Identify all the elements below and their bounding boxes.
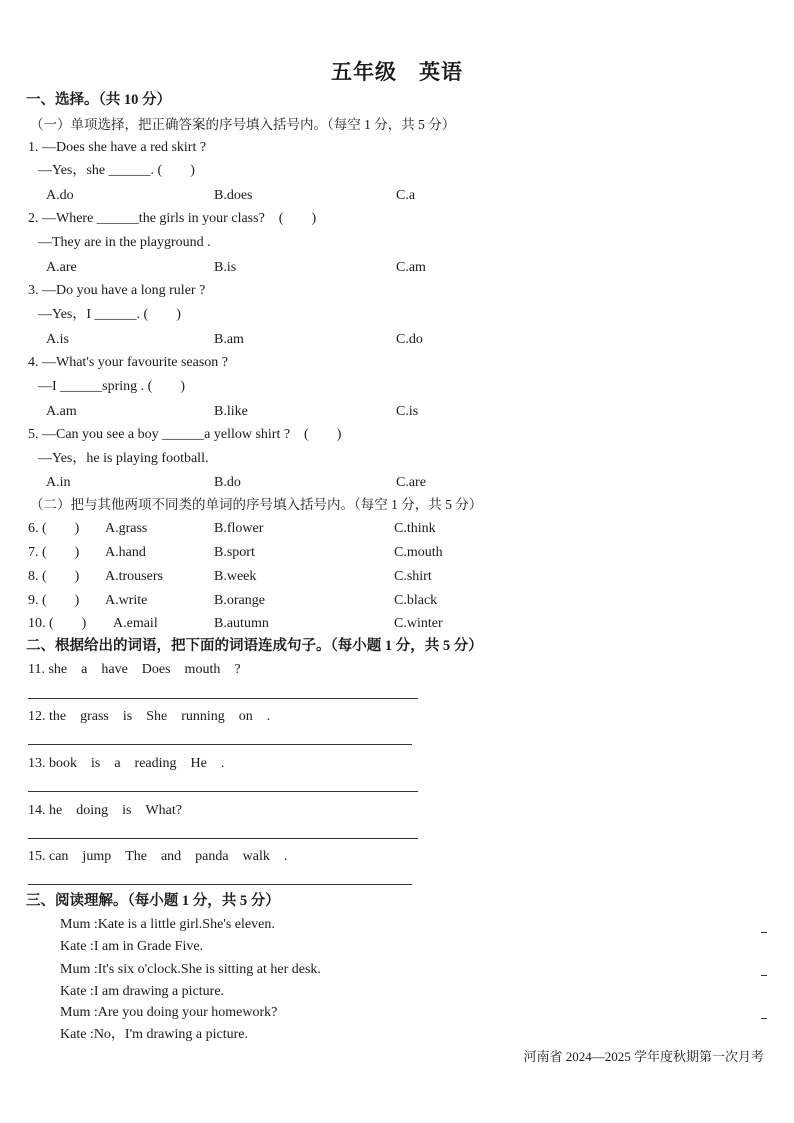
answer-line-3: —Yes，I ______. ( ) xyxy=(38,307,181,322)
question-2: 2. —Where ______the girls in your class? ( ) xyxy=(28,211,317,226)
question-1: 1. —Does she have a red skirt ? xyxy=(28,140,207,155)
odd-item-number: 6. ( ) xyxy=(28,521,80,536)
answer-blank-line xyxy=(28,791,418,792)
sentence-item: 14. he doing is What? xyxy=(28,803,182,818)
odd-option-b: B.week xyxy=(214,569,257,584)
odd-item-number: 10. ( ) xyxy=(28,616,87,631)
dialogue-line: Kate :I am drawing a picture. xyxy=(60,984,225,999)
exam-title: 五年级 英语 xyxy=(331,60,463,84)
sentence-item: 11. she a have Does mouth ? xyxy=(28,662,241,677)
dialogue-line: Mum :Kate is a little girl.She's eleven. xyxy=(60,917,275,932)
section3-heading: 三、阅读理解。（每小题 1 分，共 5 分） xyxy=(26,893,280,909)
odd-option-b: B.flower xyxy=(214,521,264,536)
part2-instruction: （二）把与其他两项不同类的单词的序号填入括号内。（每空 1 分，共 5 分） xyxy=(30,497,483,512)
odd-option-a: A.email xyxy=(113,616,158,631)
margin-dash-mark xyxy=(761,1018,767,1019)
odd-option-a: A.write xyxy=(105,593,148,608)
answer-line-4: —I ______spring . ( ) xyxy=(38,379,185,394)
answer-blank-line xyxy=(28,744,412,745)
odd-option-c: C.shirt xyxy=(394,569,432,584)
option-c: C.is xyxy=(396,404,419,419)
option-b: B.do xyxy=(214,475,241,490)
odd-option-a: A.grass xyxy=(105,521,148,536)
odd-option-b: B.sport xyxy=(214,545,255,560)
odd-option-b: B.orange xyxy=(214,593,265,608)
option-a: A.is xyxy=(46,332,69,347)
odd-option-b: B.autumn xyxy=(214,616,269,631)
odd-item-number: 8. ( ) xyxy=(28,569,80,584)
option-a: A.are xyxy=(46,260,77,275)
odd-option-c: C.black xyxy=(394,593,438,608)
odd-option-c: C.think xyxy=(394,521,436,536)
odd-item-number: 7. ( ) xyxy=(28,545,80,560)
option-c: C.am xyxy=(396,260,426,275)
answer-blank-line xyxy=(28,884,412,885)
sentence-item: 15. can jump The and panda walk . xyxy=(28,849,288,864)
answer-line-5: —Yes，he is playing football. xyxy=(38,451,209,466)
sentence-item: 12. the grass is She running on . xyxy=(28,709,271,724)
dialogue-line: Kate :I am in Grade Five. xyxy=(60,939,204,954)
odd-option-c: C.mouth xyxy=(394,545,443,560)
answer-line-1: —Yes，she ______. ( ) xyxy=(38,163,195,178)
option-a: A.am xyxy=(46,404,77,419)
question-4: 4. —What's your favourite season ? xyxy=(28,355,229,370)
exam-footer: 河南省 2024—2025 学年度秋期第一次月考 xyxy=(523,1049,764,1064)
question-5: 5. —Can you see a boy ______a yellow shirt ? ( ) xyxy=(28,427,342,442)
section1-heading: 一、选择。（共 10 分） xyxy=(26,92,171,108)
option-b: B.am xyxy=(214,332,244,347)
option-b: B.like xyxy=(214,404,248,419)
margin-dash-mark xyxy=(761,975,767,976)
option-c: C.do xyxy=(396,332,423,347)
part1-instruction: （一）单项选择，把正确答案的序号填入括号内。（每空 1 分，共 5 分） xyxy=(30,117,456,132)
odd-item-number: 9. ( ) xyxy=(28,593,80,608)
margin-dash-mark xyxy=(761,932,767,933)
section2-heading: 二、根据给出的词语，把下面的词语连成句子。（每小题 1 分，共 5 分） xyxy=(26,638,483,654)
odd-option-c: C.winter xyxy=(394,616,443,631)
dialogue-line: Kate :No，I'm drawing a picture. xyxy=(60,1027,248,1042)
option-a: A.in xyxy=(46,475,71,490)
odd-option-a: A.trousers xyxy=(105,569,163,584)
answer-blank-line xyxy=(28,698,418,699)
option-a: A.do xyxy=(46,188,74,203)
question-3: 3. —Do you have a long ruler ? xyxy=(28,283,206,298)
option-b: B.does xyxy=(214,188,253,203)
sentence-item: 13. book is a reading He . xyxy=(28,756,225,771)
option-c: C.are xyxy=(396,475,426,490)
option-b: B.is xyxy=(214,260,237,275)
dialogue-line: Mum :Are you doing your homework? xyxy=(60,1005,278,1020)
dialogue-line: Mum :It's six o'clock.She is sitting at her desk. xyxy=(60,962,321,977)
answer-blank-line xyxy=(28,838,418,839)
odd-option-a: A.hand xyxy=(105,545,146,560)
option-c: C.a xyxy=(396,188,416,203)
answer-line-2: —They are in the playground . xyxy=(38,235,211,250)
